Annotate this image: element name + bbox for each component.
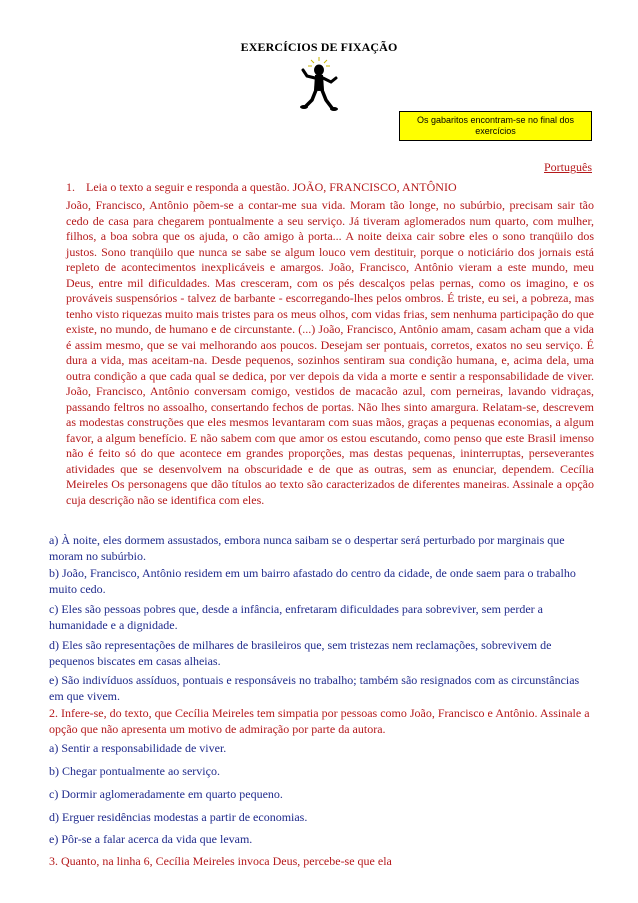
answer-key-note: Os gabaritos encontram-se no final dos exercícios [399,111,592,141]
option-2e: e) Pôr-se a falar acerca da vida que levam. [49,832,253,846]
option-1b: b) João, Francisco, Antônio residem em um bairro afastado do centro da cidade, de onde saem para o trabalho muito cedo. [49,566,576,596]
page-title: EXERCÍCIOS DE FIXAÇÃO [240,40,398,54]
question-3-prompt: 3. Quanto, na linha 6, Cecília Meireles invoca Deus, percebe-se que ela [49,854,392,868]
option-2d: d) Erguer residências modestas a partir de economias. [49,810,308,824]
reading-passage: João, Francisco, Antônio põem-se a contar-me sua vida. Moram tão longe, no subúrbio, precisam sair tão cedo de casa para chegarem pontualmente a seu serviço. Já tiveram aglomerados num quarto, com mulher, filhos, a boa sobra que os ajuda, o cão amigo à porta... A noite deixa cair sobre eles o sono tranqüilo dos justos. Sono tranqüilo que nunca se sabe se algum louco vem destituir, porque o noticiário dos jornais está repleto de acontecimentos inexplicáveis e amargos. João, Francisco, Antônio vieram a este mundo, meu Deus, entre mil dificuldades. Mas cresceram, com os pés descalços pelas pernas, como os imagino, e os prováveis suspensórios - talvez de barbante - escorregando-lhes pelos ombros. É triste, eu sei, a pobreza, mas tenho visto riquezas muito mais tristes para os meus olhos, com vidas frias, sem nenhuma participação do que existe, no mundo, de humano e de circunstante. (...) João, Francisco, Antônio amam, casam acham que a vida é assim mesmo, que se vai melhorando aos poucos. Desejam ser pontuais, corretos, exatos no seu serviço. É dura a vida, mas aceitam-na. Desde pequenos, sozinhos sentiram sua condição humana, e, acima dela, uma outra condição a que cada qual se dedica, por ver depois da vida a morte e sentir a responsabilidade de viver. João, Francisco, Antônio conversam comigo, vestidos de macacão azul, com perneiras, lavando vidraças, passando feltros no assoalho, consertando fechos de portas. Não lhes sinto amargura. Relatam-se, descrevem as modestas construções que eles mesmos levantaram com suas mãos, graças a pequenas economias, a algum favor, a algum benefício. E não sabem com que amor os estou escutando, como penso que este Brasil imenso não é feito só do que acontece em grandes proporções, mas destas pequenas, ininterruptas, perseverantes atividades que se desenvolvem na obscuridade e de que as outras, sem as enunciar, dependem. Cecília Meireles Os personagens que dão títulos ao texto são caracterizados de diferentes maneiras. Assinale a opção cuja descrição não se identifica com eles. [66,198,594,507]
option-2c: c) Dormir aglomeradamente em quarto pequeno. [49,787,283,801]
option-1d: d) Eles são representações de milhares de brasileiros que, sem tristezas nem reclamações, sobrevivem de pequenos biscates em casas alheias. [49,638,552,668]
stick-figure-icon [296,56,342,114]
option-1c: c) Eles são pessoas pobres que, desde a infância, enfretaram dificuldades para sobreviver, sem perder a humanidade e a dignidade. [49,602,543,632]
question-2-prompt: 2. Infere-se, do texto, que Cecília Meireles tem simpatia por pessoas como João, Francisco e Antônio. Assinale a opção que não apresenta um motivo de admiração por parte da autora. [49,706,590,736]
option-2b: b) Chegar pontualmente ao serviço. [49,764,220,778]
option-1a: a) À noite, eles dormem assustados, embora nunca saibam se o despertar será perturbado por marginais que moram no subúrbio. [49,533,565,563]
question-prompt: Leia o texto a seguir e responda a questão. JOÃO, FRANCISCO, ANTÔNIO [86,180,457,194]
subject-link[interactable]: Português [544,160,592,174]
question-number: 1. [66,180,75,194]
option-1e: e) São indivíduos assíduos, pontuais e responsáveis no trabalho; também são resignados com as circunstâncias em que vivem. [49,673,580,703]
option-2a: a) Sentir a responsabilidade de viver. [49,741,227,755]
